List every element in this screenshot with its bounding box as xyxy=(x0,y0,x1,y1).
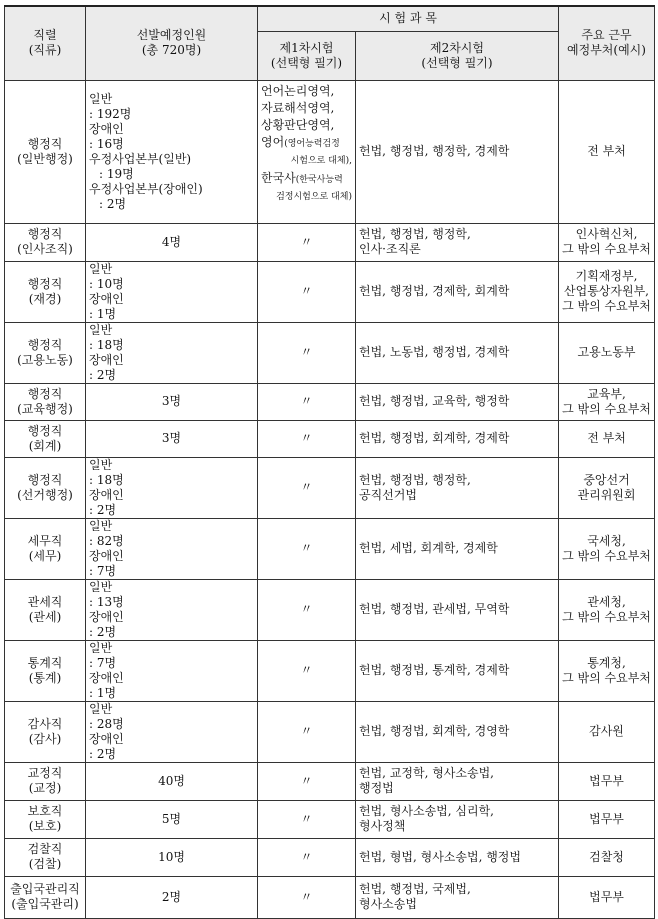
selection-cell: 3명 xyxy=(86,420,258,457)
selection-cell: 4명 xyxy=(86,223,258,261)
second-exam-cell: 헌법, 세법, 회계학, 경제학 xyxy=(356,518,559,579)
header-first-exam: 제1차시험 (선택형 필기) xyxy=(258,31,356,80)
first-exam-cell: 언어논리영역, 자료해석영역, 상황판단영역, 영어(영어능력검정 시험으로 대체), 한국사(한국사능력 검정시험으로 대체) xyxy=(258,80,356,223)
department-cell: 법무부 xyxy=(559,876,655,918)
department-cell: 중앙선거 관리위원회 xyxy=(559,457,655,518)
selection-cell: 일반 : 82명 장애인 : 7명 xyxy=(86,518,258,579)
first-exam-cell: 〃 xyxy=(258,876,356,918)
first-exam-cell: 〃 xyxy=(258,383,356,420)
job-series-cell: 감사직 (감사) xyxy=(5,701,86,762)
department-cell: 법무부 xyxy=(559,762,655,800)
table-row xyxy=(5,223,655,261)
header-selection-count: 선발예정인원 (총 720명) xyxy=(86,6,258,80)
job-series-cell: 출입국관리직 (출입국관리) xyxy=(5,876,86,918)
selection-cell: 일반 : 10명 장애인 : 1명 xyxy=(86,261,258,322)
selection-cell: 일반 : 7명 장애인 : 1명 xyxy=(86,640,258,701)
second-exam-cell: 헌법, 행정법, 관세법, 무역학 xyxy=(356,579,559,640)
table-row xyxy=(5,457,655,518)
selection-cell: 40명 xyxy=(86,762,258,800)
first-exam-cell: 〃 xyxy=(258,800,356,838)
selection-cell: 일반 : 192명 장애인 : 16명 우정사업본부(일반) : 19명 우정사업본부(장애인) : 2명 xyxy=(86,80,258,223)
department-cell: 전 부처 xyxy=(559,80,655,223)
job-series-cell: 행정직 (인사조직) xyxy=(5,223,86,261)
job-series-cell: 행정직 (일반행정) xyxy=(5,80,86,223)
job-series-cell: 통계직 (통계) xyxy=(5,640,86,701)
first-exam-cell: 〃 xyxy=(258,762,356,800)
table-row xyxy=(5,640,655,701)
table-row xyxy=(5,762,655,800)
second-exam-cell: 헌법, 행정법, 경제학, 회계학 xyxy=(356,261,559,322)
job-series-cell: 교정직 (교정) xyxy=(5,762,86,800)
table-row xyxy=(5,579,655,640)
department-cell: 기획재정부, 산업통상자원부, 그 밖의 수요부처 xyxy=(559,261,655,322)
job-series-cell: 행정직 (선거행정) xyxy=(5,457,86,518)
job-series-cell: 행정직 (고용노동) xyxy=(5,322,86,383)
job-series-cell: 행정직 (회계) xyxy=(5,420,86,457)
first-exam-cell: 〃 xyxy=(258,223,356,261)
second-exam-cell: 헌법, 형사소송법, 심리학, 형사정책 xyxy=(356,800,559,838)
second-exam-cell: 헌법, 행정법, 회계학, 경영학 xyxy=(356,701,559,762)
table-row xyxy=(5,322,655,383)
second-exam-cell: 헌법, 형법, 형사소송법, 행정법 xyxy=(356,838,559,876)
department-cell: 고용노동부 xyxy=(559,322,655,383)
selection-cell: 일반 : 18명 장애인 : 2명 xyxy=(86,322,258,383)
table-row xyxy=(5,383,655,420)
second-exam-cell: 헌법, 교정학, 형사소송법, 행정법 xyxy=(356,762,559,800)
selection-cell: 일반 : 28명 장애인 : 2명 xyxy=(86,701,258,762)
selection-cell: 일반 : 13명 장애인 : 2명 xyxy=(86,579,258,640)
header-second-exam: 제2차시험 (선택형 필기) xyxy=(356,31,559,80)
first-exam-cell: 〃 xyxy=(258,261,356,322)
first-exam-cell: 〃 xyxy=(258,322,356,383)
job-series-cell: 행정직 (교육행정) xyxy=(5,383,86,420)
selection-cell: 2명 xyxy=(86,876,258,918)
job-series-cell: 행정직 (재경) xyxy=(5,261,86,322)
job-series-cell: 세무직 (세무) xyxy=(5,518,86,579)
second-exam-cell: 헌법, 행정법, 행정학, 공직선거법 xyxy=(356,457,559,518)
second-exam-cell: 헌법, 행정법, 회계학, 경제학 xyxy=(356,420,559,457)
department-cell: 감사원 xyxy=(559,701,655,762)
selection-cell: 3명 xyxy=(86,383,258,420)
table-row xyxy=(5,80,655,223)
department-cell: 국세청, 그 밖의 수요부처 xyxy=(559,518,655,579)
table-row xyxy=(5,701,655,762)
selection-cell: 일반 : 18명 장애인 : 2명 xyxy=(86,457,258,518)
second-exam-cell: 헌법, 행정법, 통계학, 경제학 xyxy=(356,640,559,701)
header-row-1 xyxy=(5,6,655,31)
first-exam-cell: 〃 xyxy=(258,579,356,640)
table-row xyxy=(5,800,655,838)
table-row xyxy=(5,420,655,457)
selection-cell: 5명 xyxy=(86,800,258,838)
recruitment-table xyxy=(4,5,655,919)
first-exam-cell: 〃 xyxy=(258,457,356,518)
second-exam-cell: 헌법, 행정법, 행정학, 인사·조직론 xyxy=(356,223,559,261)
table-row xyxy=(5,876,655,918)
department-cell: 관세청, 그 밖의 수요부처 xyxy=(559,579,655,640)
first-exam-cell: 〃 xyxy=(258,838,356,876)
job-series-cell: 검찰직 (검찰) xyxy=(5,838,86,876)
second-exam-cell: 헌법, 행정법, 국제법, 형사소송법 xyxy=(356,876,559,918)
first-exam-cell: 〃 xyxy=(258,701,356,762)
department-cell: 법무부 xyxy=(559,800,655,838)
header-departments: 주요 근무 예정부처(예시) xyxy=(559,6,655,80)
first-exam-cell: 〃 xyxy=(258,640,356,701)
table-row xyxy=(5,838,655,876)
second-exam-cell: 헌법, 행정법, 교육학, 행정학 xyxy=(356,383,559,420)
department-cell: 전 부처 xyxy=(559,420,655,457)
table-row xyxy=(5,518,655,579)
department-cell: 검찰청 xyxy=(559,838,655,876)
first-exam-cell: 〃 xyxy=(258,420,356,457)
header-job-series: 직렬 (직류) xyxy=(5,6,86,80)
job-series-cell: 보호직 (보호) xyxy=(5,800,86,838)
selection-cell: 10명 xyxy=(86,838,258,876)
first-exam-cell: 〃 xyxy=(258,518,356,579)
department-cell: 교육부, 그 밖의 수요부처 xyxy=(559,383,655,420)
second-exam-cell: 헌법, 노동법, 행정법, 경제학 xyxy=(356,322,559,383)
department-cell: 인사혁신처, 그 밖의 수요부처 xyxy=(559,223,655,261)
header-exam-subjects: 시 험 과 목 xyxy=(258,6,559,31)
job-series-cell: 관세직 (관세) xyxy=(5,579,86,640)
department-cell: 통계청, 그 밖의 수요부처 xyxy=(559,640,655,701)
second-exam-cell: 헌법, 행정법, 행정학, 경제학 xyxy=(356,80,559,223)
table-row xyxy=(5,261,655,322)
